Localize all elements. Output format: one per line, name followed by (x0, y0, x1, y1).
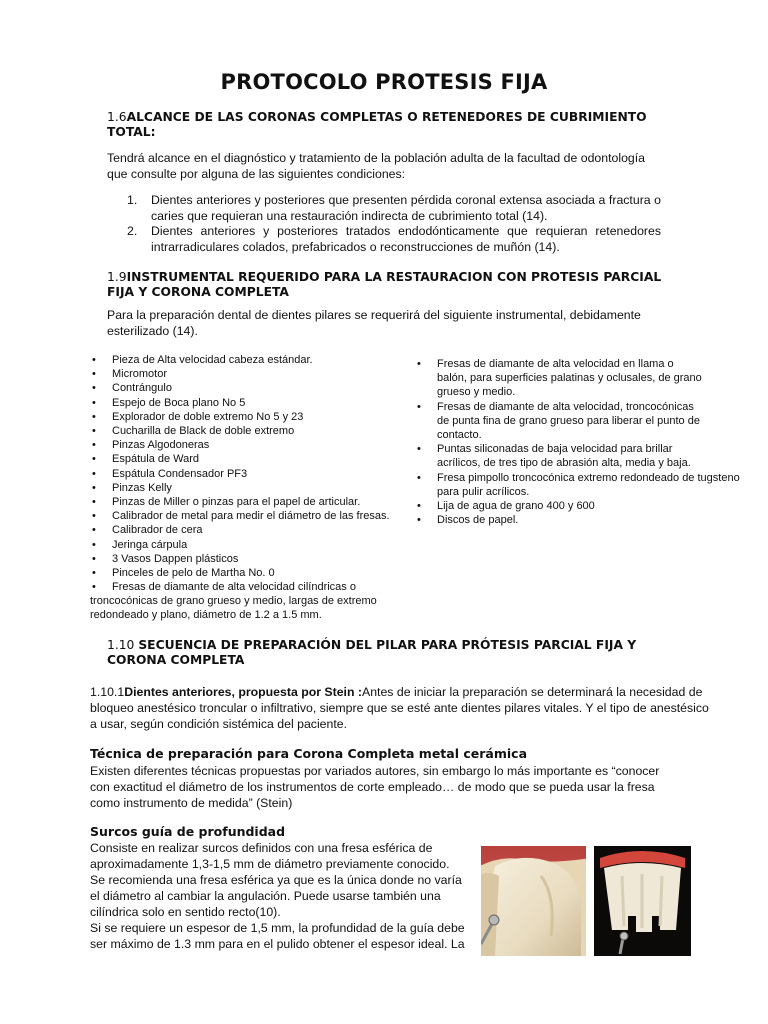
list-item: • Espejo de Boca plano No 5 (90, 396, 420, 410)
list-item: • Pinzas Kelly (90, 481, 420, 495)
item-text: Dientes anteriores y posteriores tratados endodónticamente que requieran retenedores intrarradiculares colados, prefabricados o reconstrucciones de muñón (14). (151, 224, 661, 254)
bold-lead: Dientes anteriores, propuesta por Stein : (124, 685, 362, 699)
section-1-10-1-text (90, 684, 730, 732)
paragraph-line: Si se requiere un espesor de 1,5 mm, la profundidad de la guía debe (90, 921, 465, 935)
instrument-list-right (415, 357, 750, 527)
last-item-text: Fresas de diamante de alta velocidad cilíndricas o (112, 581, 356, 593)
last-item-line: redondeado y plano, diámetro de 1.2 a 1.5 mm. (90, 609, 322, 622)
intro-line: que consulte por alguna de las siguientes condiciones: (107, 167, 406, 181)
list-item (127, 224, 661, 255)
paragraph-text: Antes de iniciar la preparación se determinará la necesidad de (362, 685, 703, 699)
paragraph-line: cilíndrica solo en sentido recto(10). (90, 905, 281, 919)
section-1-6-heading (107, 110, 667, 140)
intro-line: esterilizado (14). (107, 324, 198, 338)
last-item-line: • Fresas de diamante de alta velocidad cilíndricas o (92, 581, 356, 593)
list-item: • Lija de agua de grano 400 y 600 (415, 499, 750, 513)
surcos-heading: Surcos guía de profundidad (90, 824, 286, 839)
page-title: PROTOCOLO PROTESIS FIJA (220, 70, 548, 94)
paragraph-line: a usar, según condición sistémica del paciente. (90, 717, 348, 731)
tooth-photo-1-illustration (481, 846, 586, 956)
tooth-photo-2-illustration (594, 846, 691, 956)
section-1-9-heading (107, 270, 667, 300)
list-item: • Cucharilla de Black de doble extremo (90, 424, 420, 438)
section-title-line1: INSTRUMENTAL REQUERIDO PARA LA RESTAURACION CON PROTESIS PARCIAL (126, 270, 662, 284)
list-item: • 3 Vasos Dappen plásticos (90, 552, 420, 566)
section-title-line2: TOTAL: (107, 125, 156, 139)
paragraph-line: ser máximo de 1.3 mm para en el pulido obtener el espesor ideal. La (90, 937, 465, 951)
paragraph-line: Consiste en realizar surcos definidos con una fresa esférica de (90, 841, 433, 855)
section-number: 1.10.1 (90, 685, 125, 699)
paragraph-line (90, 684, 730, 700)
list-item: • Calibrador de metal para medir el diámetro de las fresas. (90, 509, 420, 523)
paragraph-line: Se recomienda una fresa esférica ya que es la única donde no varía (90, 873, 462, 887)
section-number: 1.9 (107, 270, 127, 284)
section-1-6-intro (107, 150, 707, 182)
list-item: • Pinzas de Miller o pinzas para el papel de articular. (90, 495, 420, 509)
instrument-list-left-last (90, 580, 410, 623)
item-number: 2. (127, 224, 138, 238)
surcos-text (90, 840, 475, 952)
list-item (127, 193, 661, 224)
paragraph-line: con exactitud el diámetro de los instrumentos de corte empleado… de modo que se pueda usar la fresa (90, 780, 655, 794)
list-item: • Micromotor (90, 367, 420, 381)
section-title-line1: SECUENCIA DE PREPARACIÓN DEL PILAR PARA PRÓTESIS PARCIAL FIJA Y (138, 638, 637, 652)
list-item: • Contrángulo (90, 381, 420, 395)
instrument-list-left (90, 353, 420, 580)
list-item: • Fresas de diamante de alta velocidad en llama o balón, para superficies palatinas y oclusales, de grano grueso y medio. (415, 357, 705, 400)
paragraph-line: Existen diferentes técnicas propuestas por variados autores, sin embargo lo más importante es “conocer (90, 764, 660, 778)
section-1-9-intro (107, 307, 707, 339)
tooth-preparation-photo-2 (594, 846, 691, 956)
section-1-10-heading (107, 638, 667, 668)
tecnica-heading: Técnica de preparación para Corona Completa metal cerámica (90, 746, 527, 761)
tooth-preparation-photo-1 (481, 846, 586, 956)
intro-line: Para la preparación dental de dientes pilares se requerirá del siguiente instrumental, debidamente (107, 308, 641, 322)
list-item: • Fresa pimpollo troncocónica extremo redondeado de tugsteno para pulir acrílicos. (415, 471, 757, 499)
paragraph-line: bloqueo anestésico troncular o infiltrativo, siempre que se esté ante dientes pilares vitales. Y el tipo de anestésico (90, 701, 709, 715)
section-title-line2: FIJA Y CORONA COMPLETA (107, 285, 289, 299)
section-number: 1.10 (107, 638, 135, 652)
section-title-line1: ALCANCE DE LAS CORONAS COMPLETAS O RETENEDORES DE CUBRIMIENTO (126, 110, 647, 124)
section-number: 1.6 (107, 110, 127, 124)
list-item: • Puntas siliconadas de baja velocidad para brillar acrílicos, de tres tipo de abrasión alta, media y baja. (415, 442, 715, 470)
paragraph-line: como instrumento de medida” (Stein) (90, 796, 293, 810)
list-item: • Pinzas Algodoneras (90, 438, 420, 452)
list-item: • Espátula de Ward (90, 452, 420, 466)
tecnica-text (90, 763, 730, 811)
paragraph-line: el diámetro al cambiar la angulación. Puede usarse también una (90, 889, 441, 903)
paragraph-line: aproximadamente 1,3-1,5 mm de diámetro previamente conocido. (90, 857, 450, 871)
last-item-line: troncocónicas de grano grueso y medio, largas de extremo (90, 595, 377, 608)
list-item: • Fresas de diamante de alta velocidad, troncocónicas de punta fina de grano grueso para liberar el punto de contacto. (415, 400, 705, 443)
list-item: • Jeringa cárpula (90, 538, 420, 552)
list-item: • Explorador de doble extremo No 5 y 23 (90, 410, 420, 424)
list-item: • Calibrador de cera (90, 523, 420, 537)
list-item: • Espátula Condensador PF3 (90, 467, 420, 481)
list-item: • Pieza de Alta velocidad cabeza estándar. (90, 353, 420, 367)
item-text: Dientes anteriores y posteriores que presenten pérdida coronal extensa asociada a fractura o caries que requieran una restauración indirecta de cubrimiento total (14). (151, 193, 661, 223)
list-item: • Discos de papel. (415, 513, 750, 527)
section-title-line2: CORONA COMPLETA (107, 653, 245, 667)
list-item: • Pinceles de pelo de Martha No. 0 (90, 566, 420, 580)
intro-line: Tendrá alcance en el diagnóstico y tratamiento de la población adulta de la facultad de odontología (107, 151, 646, 165)
item-number: 1. (127, 193, 138, 207)
section-1-6-list (127, 193, 661, 255)
